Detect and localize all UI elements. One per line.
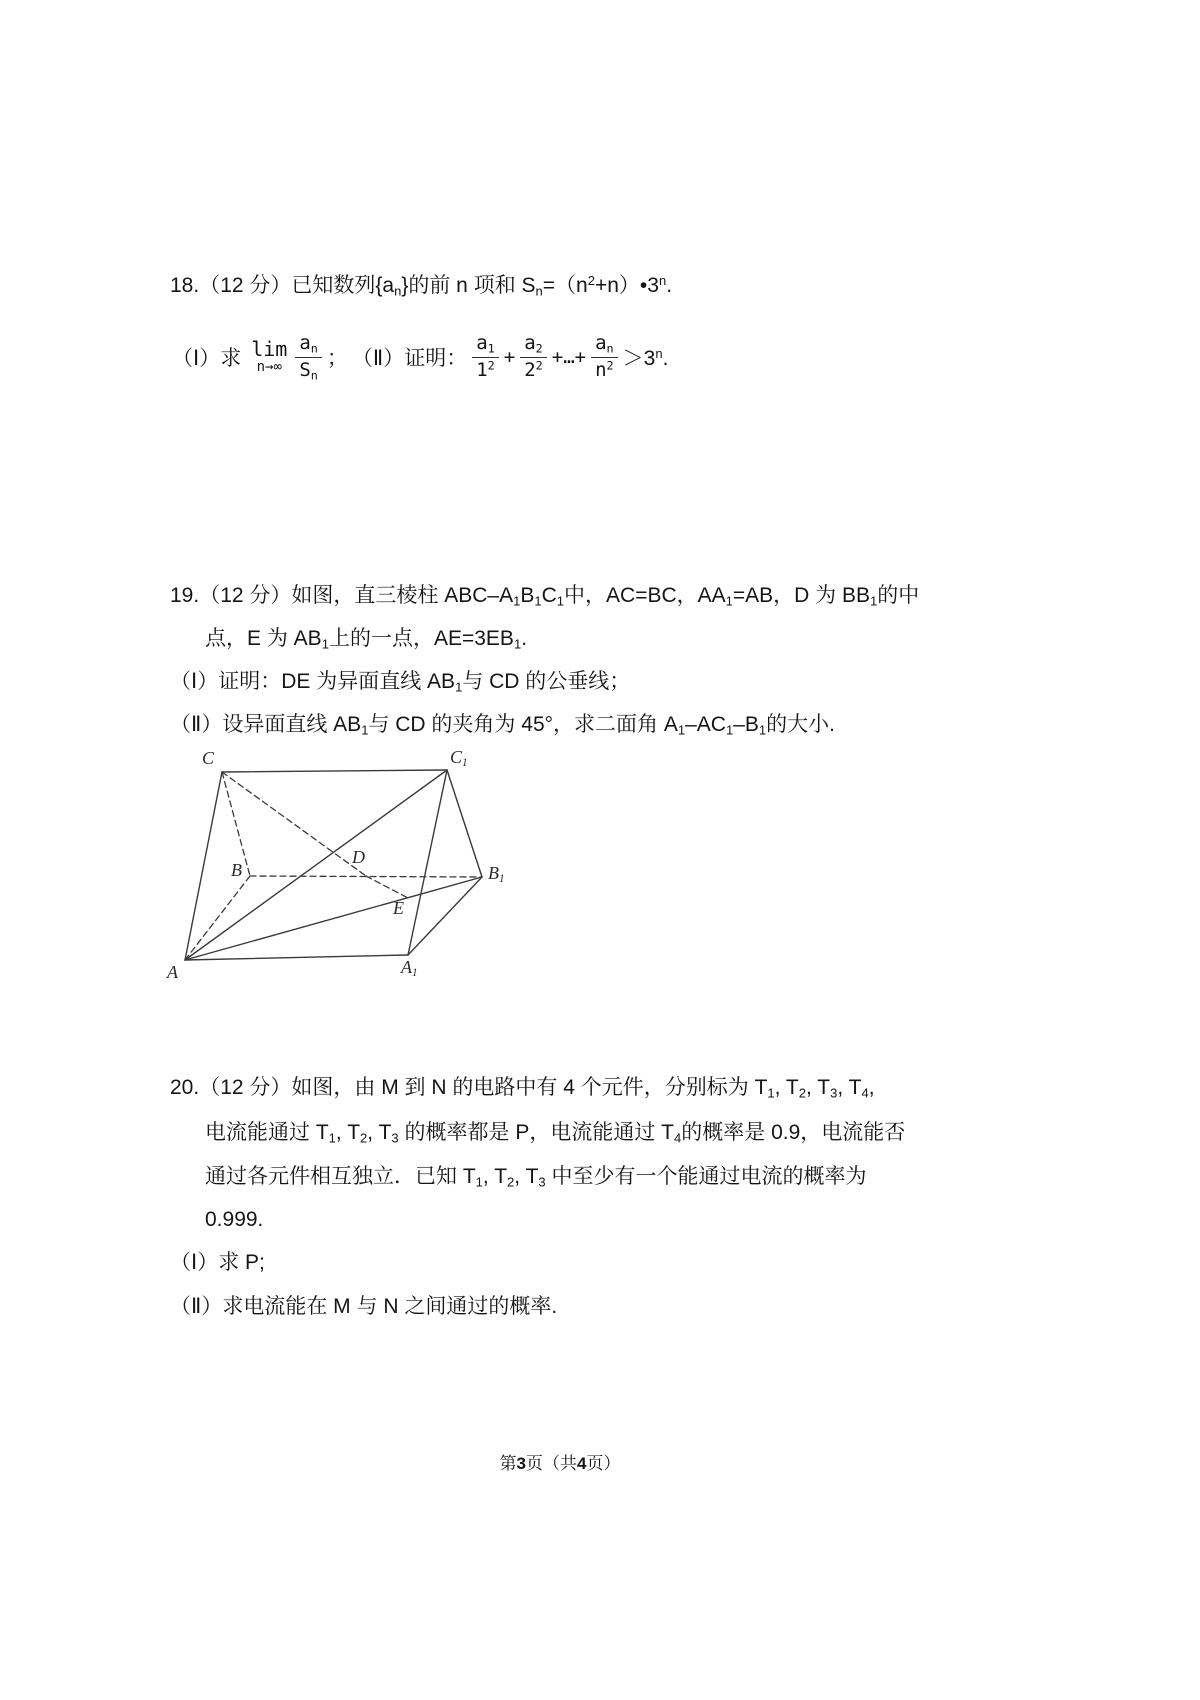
prism-figure [160, 745, 540, 995]
hidden-segment-C-D [222, 772, 366, 876]
fraction-an-over-nsq [591, 332, 618, 383]
segment-A-B1 [185, 877, 482, 960]
problem-20-part-i: （Ⅰ）求 P; [170, 1251, 265, 1274]
plus-operator: + [503, 346, 516, 369]
problem-18-parts [170, 332, 668, 383]
problem-19-part-ii: （Ⅱ）设异面直线 $AB_1$与 CD 的夹角为 45°，求二面角 $A_1-AC_1-B_1$的大小. [170, 713, 836, 738]
fraction-an-over-sn [295, 332, 322, 383]
edge-C-A [185, 772, 222, 960]
problem-19-statement-line1: 19.（12 分）如图，直三棱柱 ABC–$A_1B_1C_1$中，AC=BC，$AA_1=AB$，D 为 $BB_1$的中 [170, 584, 920, 609]
edge-A-A1 [185, 955, 408, 960]
problem-19-statement-line2: 点，E 为 $AB_1$上的一点，$AE=3EB_1$. [205, 627, 528, 652]
hidden-segment-D-E [366, 876, 408, 898]
problem-20-statement-line2: 电流能通过 $T_1$, $T_2$, $T_3$ 的概率都是 P，电流能通过 $T_4$的概率是 0.9，电流能否 [205, 1121, 906, 1146]
semicolon: ； [326, 347, 348, 371]
edge-A1-B1 [408, 877, 482, 955]
edge-C1-B1 [447, 770, 482, 877]
problem-20-statement-line1: 20.（12 分）如图，由 M 到 N 的电路中有 4 个元件，分别标为 $T_1$, $T_2$, $T_3$, $T_4$, [170, 1076, 875, 1101]
fraction-numerator: $a_n$ [295, 332, 322, 358]
lim-word: lim [251, 337, 288, 362]
problem-19-part-i: （Ⅰ）证明：DE 为异面直线 $AB_1$与 CD 的公垂线； [170, 670, 631, 695]
part-ii-label: （Ⅱ）证明： [351, 347, 468, 371]
fraction-a1-over-1sq [472, 332, 499, 383]
figure-label-A: A [167, 962, 178, 982]
fraction-denominator: $1^2$ [476, 358, 495, 381]
figure-label-C: C [202, 748, 215, 768]
fraction-numerator: $a_1$ [472, 332, 499, 358]
segment-A-C1 [185, 770, 447, 960]
problem-18-statement: 18.（12 分）已知数列$\{a_n\}$的前 n 项和 $S_n=(n^2+n)•3^n$. [170, 272, 673, 299]
fraction-numerator: $a_n$ [591, 332, 618, 358]
hidden-edge-A-B [185, 876, 250, 960]
figure-label-C1: $C_1$ [450, 747, 468, 770]
ellipsis-operator: +…+ [551, 346, 587, 369]
edge-C-C1 [222, 770, 447, 772]
problem-20-statement-line4: 0.999. [205, 1208, 264, 1231]
problem-20-statement-line3: 通过各元件相互独立．已知 $T_1$, $T_2$, $T_3$ 中至少有一个能通过电流的概率为 [205, 1165, 867, 1190]
fraction-denominator: $S_n$ [299, 358, 318, 383]
inequality-tail: $>3^n$. [622, 346, 669, 371]
figure-label-B1: $B_1$ [488, 863, 505, 886]
fraction-denominator: $n^2$ [595, 358, 614, 381]
fraction-a2-over-2sq [520, 332, 547, 383]
limit-operator [251, 339, 287, 375]
figure-label-E: E [393, 898, 404, 918]
fraction-denominator: $2^2$ [524, 358, 543, 381]
figure-label-B: B [231, 860, 242, 880]
problem-20-part-ii: （Ⅱ）求电流能在 M 与 N 之间通过的概率. [170, 1295, 558, 1318]
lim-subscript: n→∞ [256, 359, 282, 376]
page-footer: 第3页（共4页） [499, 1454, 621, 1473]
part-i-label: （Ⅰ）求 [172, 347, 242, 371]
edge-A1-C1 [408, 770, 447, 955]
fraction-numerator: $a_2$ [520, 332, 547, 358]
figure-label-A1: $A_1$ [401, 957, 418, 980]
figure-label-D: D [352, 847, 365, 867]
